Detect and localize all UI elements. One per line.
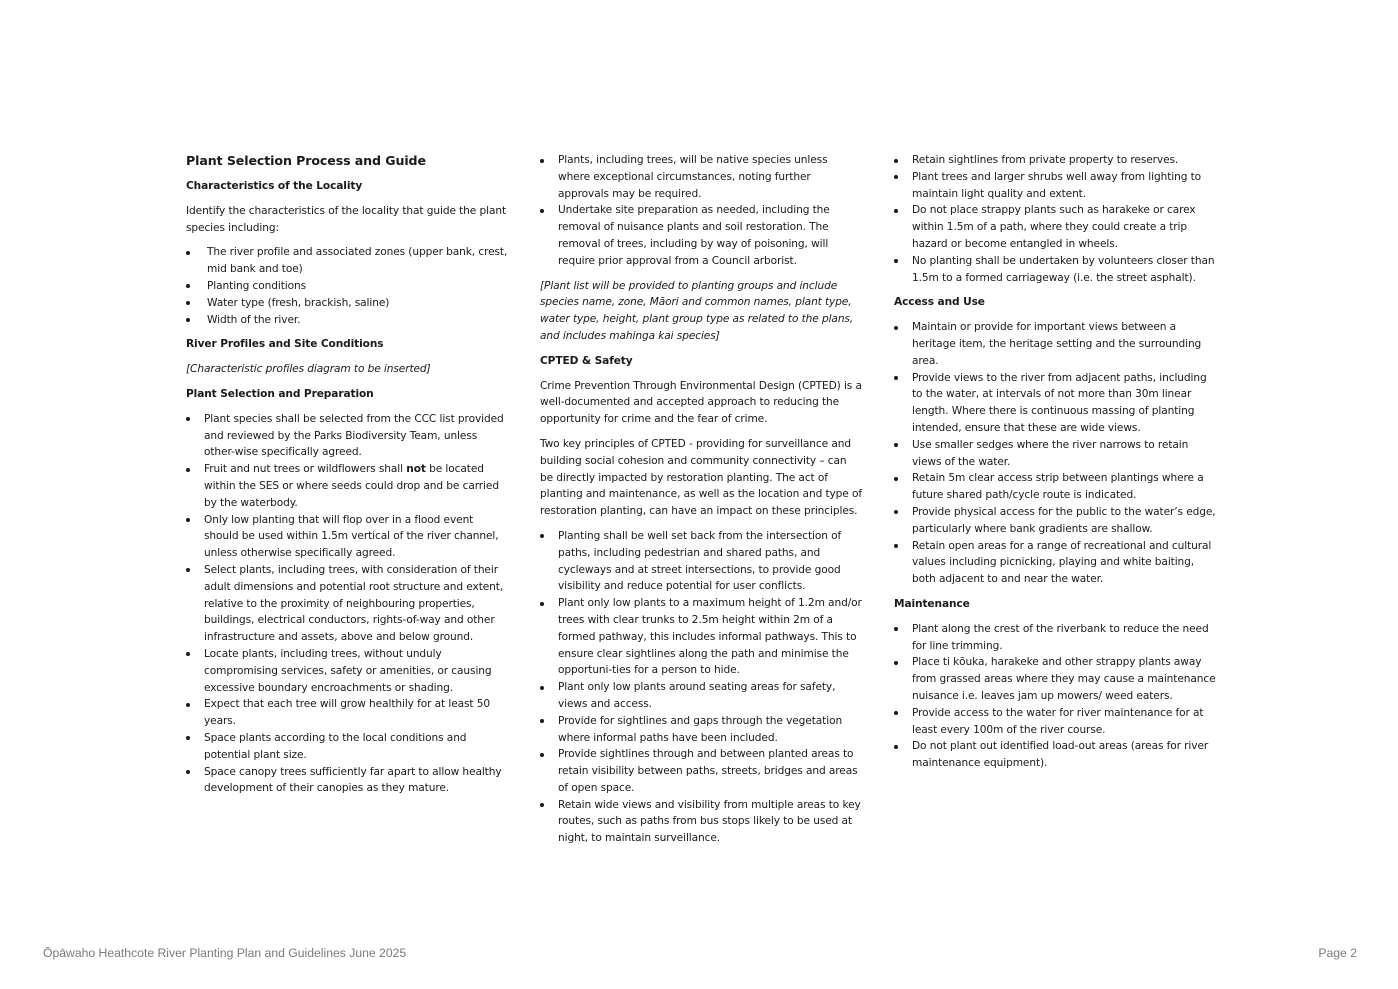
list-item: Provide views to the river from adjacent paths, including to the water, at intervals of not more than 30m linear length. Where there is continuous massing of planting intended, ensure that these are wide views.	[894, 370, 1216, 437]
cpted-heading: CPTED & Safety	[540, 354, 633, 367]
list-item: Locate plants, including trees, without unduly compromising services, safety or amenities, or causing excessive boundary encroachments or shading.	[186, 646, 508, 696]
list-item: The river profile and associated zones (upper bank, crest, mid bank and toe)	[186, 244, 508, 278]
selection-list	[186, 411, 508, 797]
list-item: Plant along the crest of the riverbank to reduce the need for line trimming.	[894, 621, 1216, 655]
list-item: Provide sightlines through and between planted areas to retain visibility between paths, streets, bridges and areas of open space.	[540, 746, 862, 796]
locality-list	[186, 244, 508, 328]
list-item: Undertake site preparation as needed, including the removal of nuisance plants and soil restoration. The removal of trees, including by way of poisoning, will require prior approval from a Council arborist.	[540, 202, 862, 269]
column-1	[186, 152, 508, 805]
list-item: Provide physical access for the public to the water’s edge, particularly where bank gradients are shallow.	[894, 504, 1216, 538]
plant-list-note: [Plant list will be provided to planting groups and include species name, zone, Māori and common names, plant type, water type, height, plant group type as related to the plans, and includes mahinga kai species]	[540, 279, 854, 342]
locality-intro: Identify the characteristics of the locality that guide the plant species including:	[186, 204, 507, 234]
list-item: Only low planting that will flop over in a flood event should be used within 1.5m vertical of the river channel, unless otherwise specifically agreed.	[186, 512, 508, 562]
list-item: Use smaller sedges where the river narrows to retain views of the water.	[894, 437, 1216, 471]
list-item: Plant only low plants around seating areas for safety, views and access.	[540, 679, 862, 713]
cpted-list	[540, 528, 862, 847]
list-item: Do not place strappy plants such as harakeke or carex within 1.5m of a path, where they could create a trip hazard or become entangled in wheels.	[894, 202, 1216, 252]
list-item: No planting shall be undertaken by volunteers closer than 1.5m to a formed carriageway (i.e. the street asphalt).	[894, 253, 1216, 287]
list-item: Width of the river.	[186, 312, 508, 329]
list-item: Expect that each tree will grow healthily for at least 50 years.	[186, 696, 508, 730]
list-item: Planting conditions	[186, 278, 508, 295]
profiles-note: [Characteristic profiles diagram to be inserted]	[186, 363, 431, 376]
footer-page-number: Page 2	[1318, 946, 1357, 960]
selection-list-continued	[540, 152, 862, 270]
list-item: Retain open areas for a range of recreational and cultural values including picnicking, playing and white baiting, both adjacent to and near the water.	[894, 538, 1216, 588]
column-3	[894, 152, 1216, 780]
list-item: Do not plant out identified load-out areas (areas for river maintenance equipment).	[894, 738, 1216, 772]
selection-heading: Plant Selection and Preparation	[186, 387, 374, 400]
list-item: Provide for sightlines and gaps through the vegetation where informal paths have been included.	[540, 713, 862, 747]
list-item: Plant trees and larger shrubs well away from lighting to maintain light quality and extent.	[894, 169, 1216, 203]
locality-heading: Characteristics of the Locality	[186, 180, 363, 192]
list-item: Plant only low plants to a maximum height of 1.2m and/or trees with clear trunks to 2.5m height within 2m of a formed pathway, this includes informal pathways. This to ensure clear sightlines along the path and minimise the opportuni-ties for a person to hide.	[540, 595, 862, 679]
cpted-paragraph-1: Crime Prevention Through Environmental Design (CPTED) is a well-documented and accepted approach to reducing the opportunity for crime and the fear of crime.	[540, 379, 862, 426]
emphasis-text: not	[406, 463, 426, 476]
cpted-paragraph-2: Two key principles of CPTED - providing for surveillance and building social cohesion and community connectivity – can be directly impacted by restoration planting. The act of planting and maintenance, as well as the location and type of restoration planting, can have an impact on these principles.	[540, 437, 863, 518]
access-heading: Access and Use	[894, 296, 985, 309]
profiles-heading: River Profiles and Site Conditions	[186, 338, 384, 351]
list-item: Space plants according to the local conditions and potential plant size.	[186, 730, 508, 764]
footer-document-title: Ōpāwaho Heathcote River Planting Plan and Guidelines June 2025	[43, 946, 407, 960]
list-item: Select plants, including trees, with consideration of their adult dimensions and potential root structure and extent, relative to the proximity of neighbouring properties, buildings, electrical conductors, rights-of-way and other infrastructure and assets, above and below ground.	[186, 562, 508, 646]
list-item: Place ti kōuka, harakeke and other strappy plants away from grassed areas where they may cause a maintenance nuisance i.e. leaves jam up mowers/ weed eaters.	[894, 654, 1216, 704]
cpted-list-continued	[894, 152, 1216, 286]
section-title: Plant Selection Process and Guide	[186, 153, 426, 168]
list-item: Maintain or provide for important views between a heritage item, the heritage setting and the surrounding area.	[894, 319, 1216, 369]
list-item: Planting shall be well set back from the intersection of paths, including pedestrian and shared paths, and cycleways and at street intersections, to provide good visibility and reduce potential for user conflicts.	[540, 528, 862, 595]
maintenance-heading: Maintenance	[894, 597, 970, 610]
list-item: Retain wide views and visibility from multiple areas to key routes, such as paths from bus stops likely to be used at night, to maintain surveillance.	[540, 797, 862, 847]
list-item: Plants, including trees, will be native species unless where exceptional circumstances, noting further approvals may be required.	[540, 152, 862, 202]
list-item-text: Fruit and nut trees or wildflowers shall	[204, 463, 407, 476]
list-item: Space canopy trees sufficiently far apart to allow healthy development of their canopies as they mature.	[186, 764, 508, 798]
list-item-text: be located within the SES or where seeds could drop and be carried by the waterbody.	[204, 463, 499, 509]
list-item: Water type (fresh, brackish, saline)	[186, 295, 508, 312]
maintenance-list	[894, 621, 1216, 772]
column-2	[540, 152, 862, 855]
access-list	[894, 319, 1216, 588]
list-item	[186, 461, 508, 511]
list-item: Retain sightlines from private property to reserves.	[894, 152, 1216, 169]
list-item: Plant species shall be selected from the CCC list provided and reviewed by the Parks Biodiversity Team, unless other-wise specifically agreed.	[186, 411, 508, 461]
list-item: Provide access to the water for river maintenance for at least every 100m of the river course.	[894, 705, 1216, 739]
list-item: Retain 5m clear access strip between plantings where a future shared path/cycle route is indicated.	[894, 470, 1216, 504]
